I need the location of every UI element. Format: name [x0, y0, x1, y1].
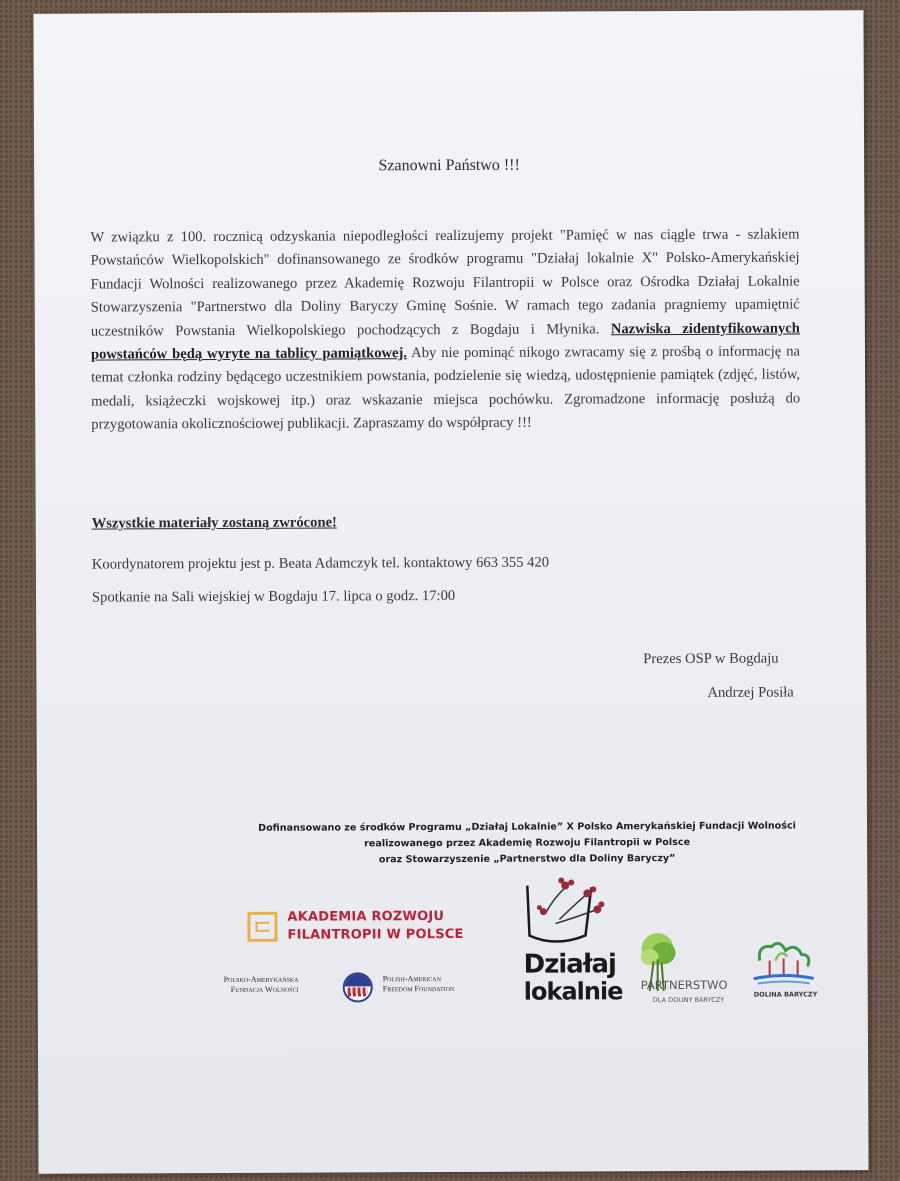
partnerstwo-name: PARTNERSTWO [640, 977, 728, 993]
main-paragraph [90, 223, 800, 437]
paff-logo-line: Freedom Foundation [382, 983, 455, 994]
paragraph-intro: W związku z 100. rocznicą odzyskania niepodległości realizujemy projekt "Pamięć w nas ciągle trwa - szlakiem Powstańców Wielkopolskich" dofinansowanego ze środków programu "Działaj lokalnie X" Polsko-Amerykańskiej Fundacji Wolności realizowanego przez Akademię Rozwoju Filantropii w Polsce oraz Ośrodka Działaj Lokalnie Stowarzyszenia "Partnerstwo dla Doliny Baryczy Gminę Sośnie. W ramach tego zadania pragniemy upamiętnić uczestników Powstania Wielkopolskiego pochodzących z Bogdaju i Młynika. [90, 226, 800, 340]
partnerstwo-subtitle: DLA DOLINY BARYCZY [652, 995, 725, 1005]
letter-sheet [33, 10, 868, 1174]
partnerstwo-logo [622, 931, 747, 1012]
arfp-mark-icon [247, 912, 277, 942]
materials-note: Wszystkie materiały zostaną zwrócone! [91, 514, 337, 532]
meeting-line: Spotkanie na Sali wiejskiej w Bogdaju 17. lipca o godz. 17:00 [91, 587, 456, 606]
paff-english-name [383, 974, 455, 994]
signature-title: Prezes OSP w Bogdaju [643, 650, 779, 668]
funding-line: oraz Stowarzyszenie „Partnerstwo dla Doliny Baryczy” [378, 853, 676, 866]
dolina-name: DOLINA BARYCZY [753, 990, 818, 999]
funding-note [232, 818, 822, 869]
arfp-logo-line: AKADEMIA ROZWOJU [287, 909, 445, 925]
paff-logo-line: Polish-American [382, 974, 441, 984]
arfp-logo [247, 907, 497, 954]
dzialaj-logo-line: lokalnie [523, 977, 623, 1006]
paff-logo [218, 970, 518, 1007]
flower-pot-icon [515, 873, 605, 953]
paff-seal-icon [343, 972, 373, 1002]
funding-line: Dofinansowano ze środków Programu „Działaj Lokalnie” X Polsko Amerykańskiej Fundacji Wolności [258, 820, 796, 834]
paff-polish-name [224, 975, 299, 995]
dzialaj-lokalnie-logo [515, 873, 623, 1008]
salutation: Szanowni Państwo !!! [378, 156, 520, 175]
funding-line: realizowanego przez Akademię Rozwoju Filantropii w Polsce [364, 836, 691, 850]
dzialaj-logo-line: Działaj [523, 949, 616, 980]
paff-logo-line: Polsko-Amerykańska [223, 974, 299, 984]
paragraph-emphasis: Nazwiska zidentyfikowanych powstańców będą wyryte na tablicy pamiątkowej. [90, 320, 800, 363]
dolina-baryczy-logo [748, 938, 828, 1008]
paff-logo-line: Fundacja Wolności [230, 984, 299, 994]
paragraph-request: Aby nie pominąć nikogo zwracamy się z prośbą o informację na temat członka rodziny będącego uczestnikiem powstania, podzielenie się wiedzą, udostępnienie pamiątek (zdjęć, listów, medali, książeczki wojskowej itp.) oraz wskazanie miejsca pochówku. Zgromadzone informację posłużą do przygotowania okolicznościowej publikacji. Zapraszamy do współpracy !!! [91, 343, 801, 433]
arfp-logo-line: FILANTROPII W POLSCE [287, 926, 464, 943]
coordinator-line: Koordynatorem projektu jest p. Beata Adamczyk tel. kontaktowy 663 355 420 [91, 554, 550, 573]
dolina-emblem-icon [748, 938, 820, 988]
signature-name: Andrzej Posiła [707, 684, 794, 701]
